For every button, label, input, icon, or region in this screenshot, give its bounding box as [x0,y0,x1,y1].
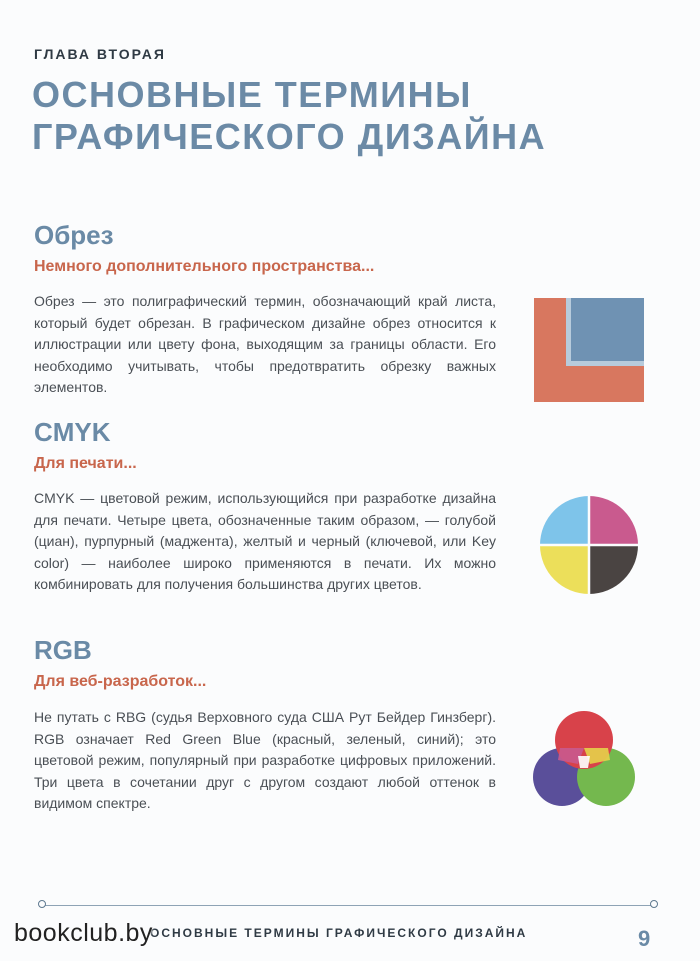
term-cmyk-body: CMYK — цветовой режим, использующийся при разработке дизайна для печати. Четыре цвета, обозначенные таким образом, — голубой (циан), пурпурный (маджента), желтый и черный (ключевой, или Key color) — наиболее широко применяются в печати. Их можно комбинировать для получения большинства других цветов. [34,490,496,592]
cyan-quadrant [540,496,589,545]
page-number: 9 [638,926,651,951]
running-title: ОСНОВНЫЕ ТЕРМИНЫ ГРАФИЧЕСКОГО ДИЗАЙНА [150,926,528,940]
content-area [571,298,644,361]
page-title-line-1: ОСНОВНЫЕ ТЕРМИНЫ [32,74,472,115]
footer-rule-right-dot [650,900,658,908]
chapter-label: ГЛАВА ВТОРАЯ [34,46,166,62]
footer-rule-left-dot [38,900,46,908]
cmyk-illustration [540,496,638,594]
term-bleed-heading: Обрез [34,220,114,250]
term-bleed-body: Обрез — это полиграфический термин, обозначающий край листа, который будет обрезан. В графическом дизайне обрез относится к иллюстрации или цвету фона, выходящим за границы области. Его необходимо учитывать, чтобы предотвратить обрезку важных элементов. [34,293,496,395]
bleed-illustration [534,298,644,402]
black-quadrant [589,545,638,594]
white-center [578,756,590,768]
term-rgb-subtitle: Для веб-разработок... [34,673,207,690]
term-cmyk-heading: CMYK [34,417,111,447]
term-rgb-body: Не путать с RBG (судья Верховного суда США Рут Бейдер Гинзберг). RGB означает Red Green Blue (красный, зеленый, синий); это цветовой режим, популярный при разработке цифровых приложений. Три цвета в сочетании друг с другом создают любой оттенок в видимом спектре. [34,709,496,811]
magenta-quadrant [589,496,638,545]
yellow-quadrant [540,545,589,594]
rgb-illustration [530,708,638,808]
page-title-line-2: ГРАФИЧЕСКОГО ДИЗАЙНА [32,116,547,157]
term-bleed-subtitle: Немного дополнительного пространства... [34,258,375,275]
term-rgb-heading: RGB [34,635,92,665]
term-cmyk-subtitle: Для печати... [34,455,137,472]
footer-rule [42,905,654,906]
watermark-logo: bookclub.by [14,919,153,947]
page-title [32,74,546,158]
